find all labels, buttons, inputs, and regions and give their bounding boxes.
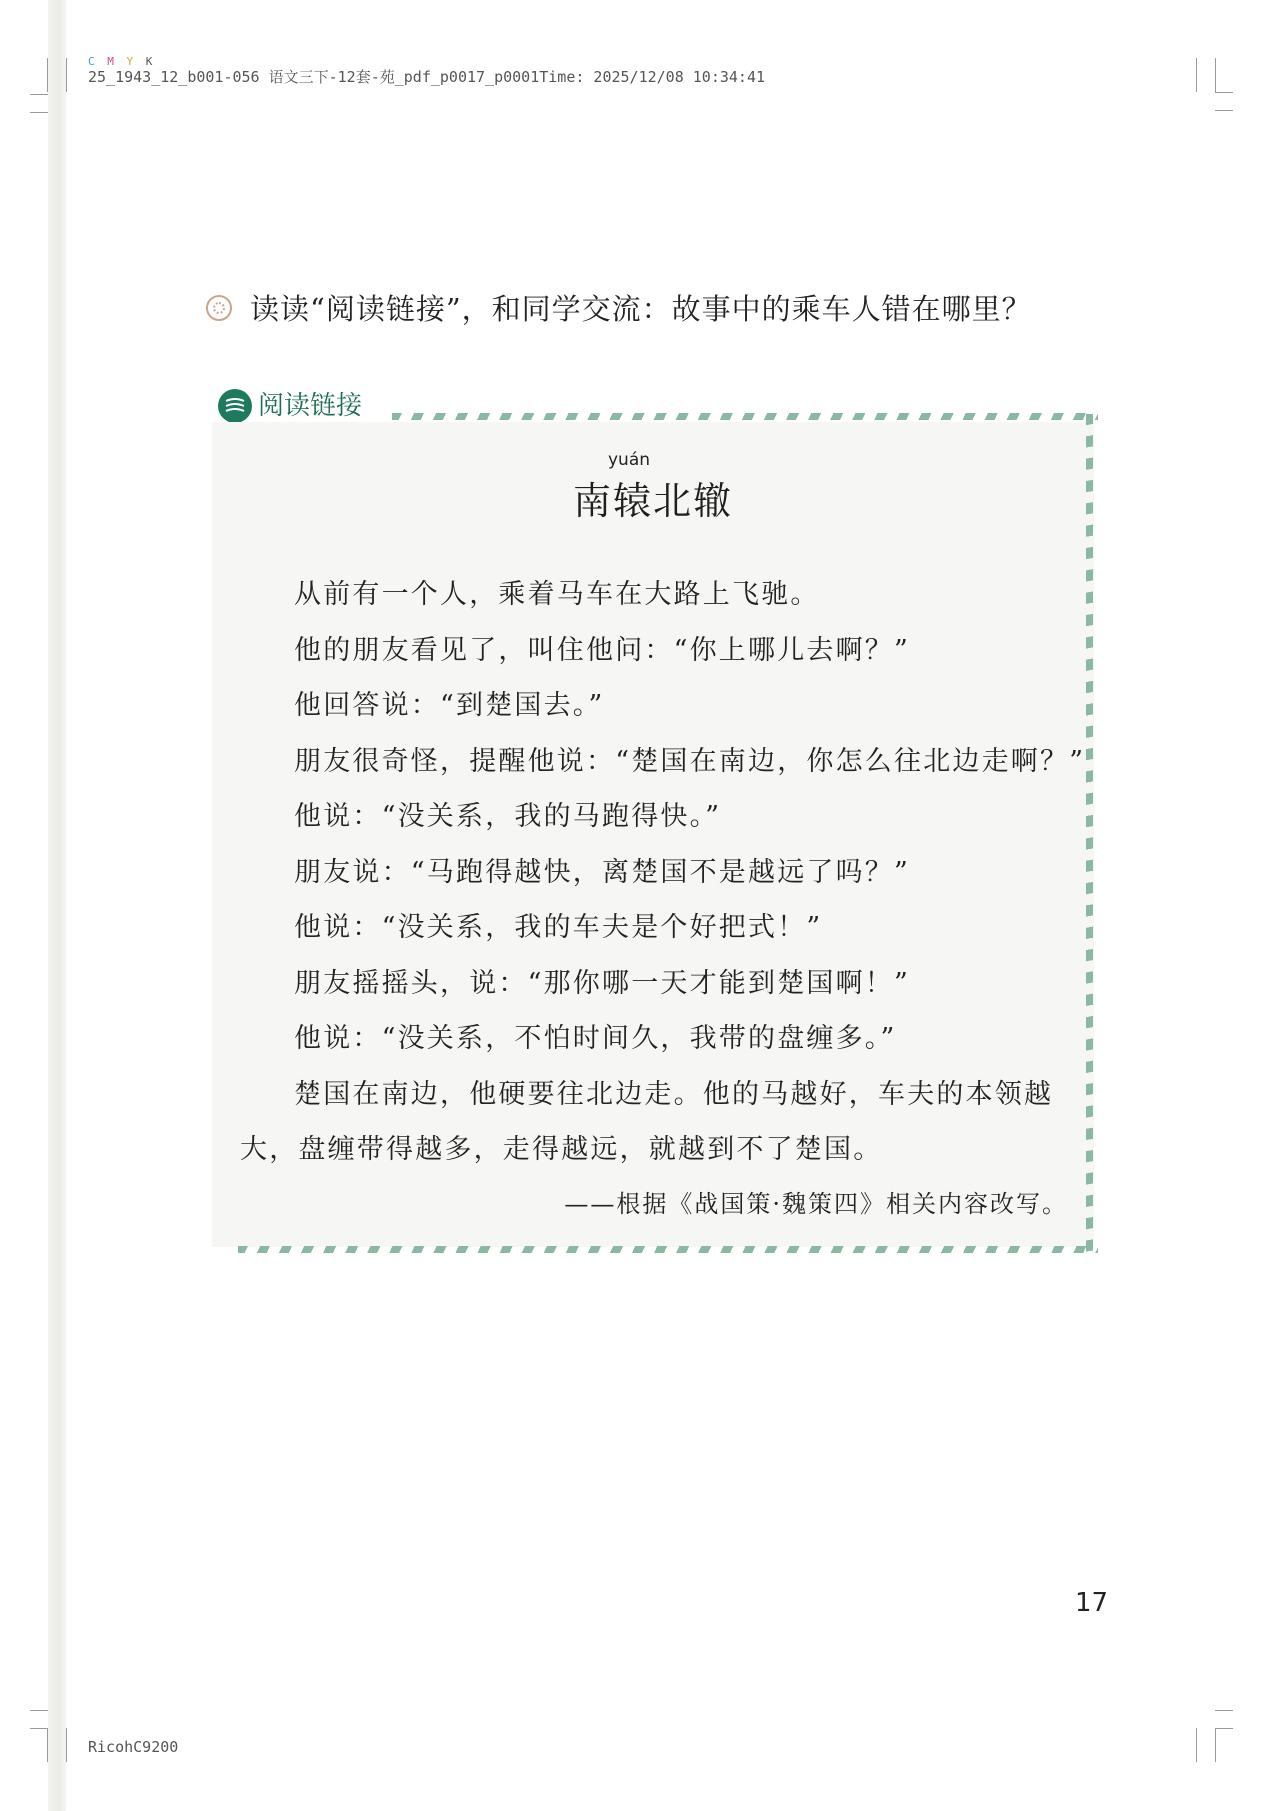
cmyk-k: K [145, 55, 156, 68]
cmyk-marks [88, 56, 988, 68]
crop-mark [1215, 58, 1216, 92]
story-paragraph: 他回答说：“到楚国去。” [294, 690, 605, 721]
print-header [88, 56, 988, 86]
story-paragraph: 他说：“没关系，我的车夫是个好把式！” [294, 912, 823, 943]
page-number: 17 [1075, 1588, 1109, 1618]
crop-mark [1196, 58, 1197, 92]
story-paragraph: 朋友说：“马跑得越快，离楚国不是越远了吗？” [294, 856, 911, 888]
story-source: ——根据《战国策·魏策四》相关内容改写。 [564, 1190, 1068, 1218]
crop-mark [1215, 92, 1233, 93]
story-paragraph: 朋友摇摇头，说：“那你哪一天才能到楚国啊！” [294, 967, 911, 999]
cmyk-y: Y [126, 55, 137, 68]
crop-mark [47, 1728, 48, 1762]
dashed-border-bottom [238, 1246, 1098, 1253]
crop-mark [1215, 1728, 1233, 1729]
title-pinyin: yuán [608, 450, 651, 470]
print-job-line: 25_1943_12_b001-056 语文三下-12套-苑_pdf_p0017_p0001Time: 2025/12/08 10:34:41 [88, 68, 766, 86]
book-icon [218, 389, 252, 423]
crop-mark [66, 58, 67, 92]
story-title: 南辕北辙 [572, 479, 733, 523]
dashed-border-top [392, 413, 1098, 420]
crop-mark [1215, 1728, 1216, 1762]
story-paragraph: 从前有一个人，乘着马车在大路上飞驰。 [294, 579, 820, 610]
crop-mark [1196, 1728, 1197, 1762]
question-text: 读读“阅读链接”，和同学交流：故事中的乘车人错在哪里？ [250, 292, 1032, 326]
question-bullet-icon [206, 295, 232, 321]
crop-mark [66, 1728, 67, 1762]
crop-mark [1215, 1710, 1233, 1711]
crop-mark [30, 1710, 48, 1711]
printer-footer: RicohC9200 [88, 1738, 179, 1756]
reading-link-box [212, 422, 1094, 1247]
story-paragraph: 楚国在南边，他硬要往北边走。他的马越好，车夫的本领越大，盘缠带得越多，走得越远，就越到不了楚国。 [240, 1078, 1054, 1165]
scan-edge-strip [48, 0, 66, 1811]
story-body [240, 567, 1086, 1178]
cmyk-m: M [107, 55, 117, 68]
story-paragraph: 他的朋友看见了，叫住他问：“你上哪儿去啊？” [294, 634, 911, 666]
discussion-question [206, 287, 1032, 328]
crop-mark [30, 1728, 48, 1729]
crop-mark [30, 112, 48, 113]
reading-link-label: 阅读链接 [258, 385, 362, 426]
crop-mark [1215, 110, 1233, 111]
dashed-border-right [1086, 414, 1093, 1254]
crop-mark [30, 94, 48, 95]
reading-link-badge [218, 385, 362, 426]
story-paragraph: 朋友很奇怪，提醒他说：“楚国在南边，你怎么往北边走啊？” [294, 745, 1086, 777]
crop-mark [47, 58, 48, 92]
cmyk-c: C [88, 55, 98, 68]
story-paragraph: 他说：“没关系，我的马跑得快。” [294, 801, 722, 832]
story-paragraph: 他说：“没关系，不怕时间久，我带的盘缠多。” [294, 1023, 897, 1054]
